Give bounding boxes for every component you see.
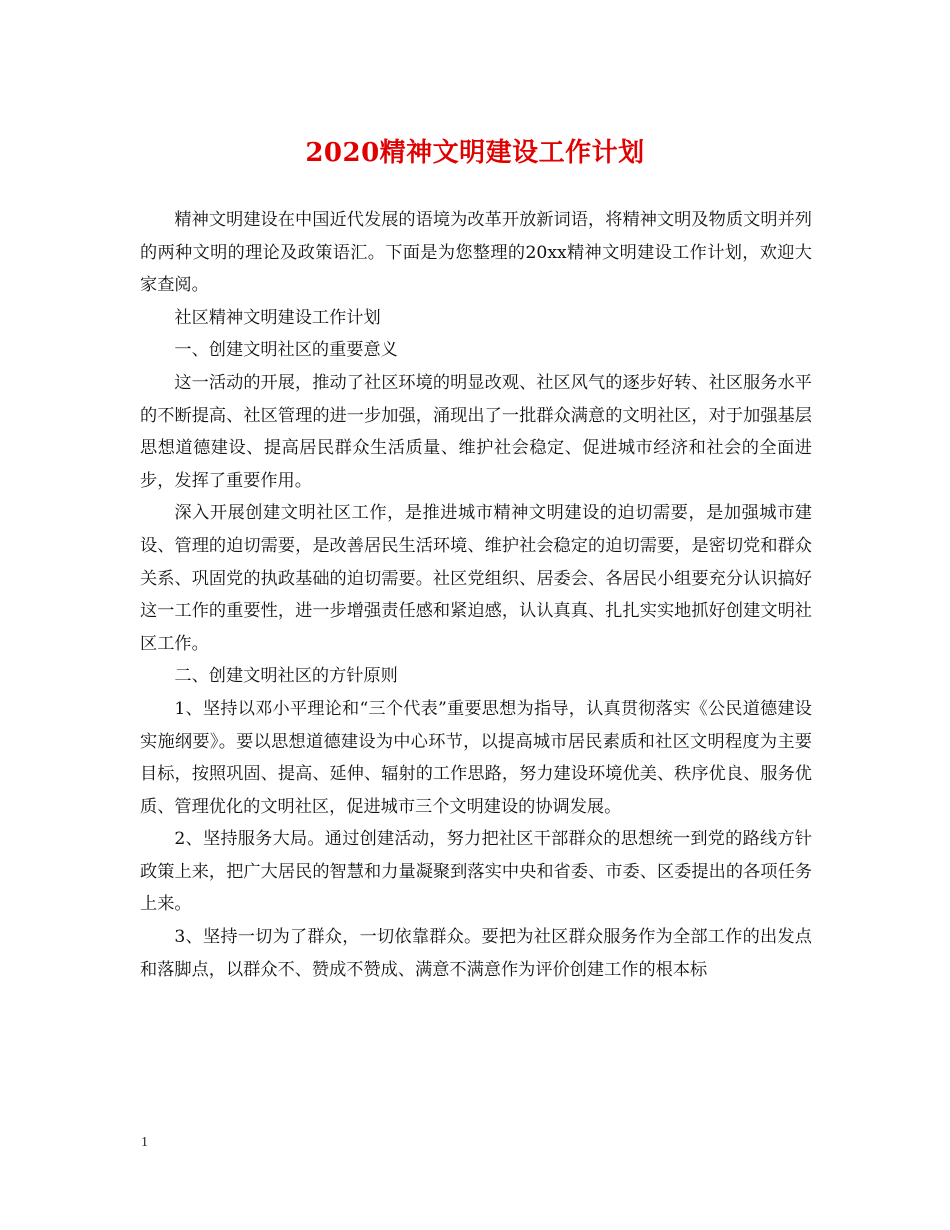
paragraph-heading-2: 二、创建文明社区的方针原则: [174, 666, 398, 687]
document-body: [140, 204, 812, 986]
paragraph-significance-2: 深入开展创建文明社区工作，是推进城市精神文明建设的迫切需要，是加强城市建设、管理的迫切需要，是改善居民生活环境、维护社会稳定的迫切需要，是密切党和群众关系、巩固党的执政基础的迫切需要。社区党组织、居委会、各居民小组要充分认识搞好这一工作的重要性，进一步增强责任感和紧迫感，认认真真、扎扎实实地抓好创建文明社区工作。: [140, 503, 812, 654]
paragraph-principle-1: 1、坚持以邓小平理论和“三个代表”重要思想为指导，认真贯彻落实《公民道德建设实施纲要》。要以思想道德建设为中心环节，以提高城市居民素质和社区文明程度为主要目标，按照巩固、提高、延伸、辐射的工作思路，努力建设环境优美、秩序优良、服务优质、管理优化的文明社区，促进城市三个文明建设的协调发展。: [140, 698, 812, 817]
paragraph-heading-1: 一、创建文明社区的重要意义: [174, 340, 398, 361]
page-number: 1: [141, 1135, 148, 1150]
paragraph-principle-2: 2、坚持服务大局。通过创建活动，努力把社区干部群众的思想统一到党的路线方针政策上来，把广大居民的智慧和力量凝聚到落实中央和省委、市委、区委提出的各项任务上来。: [140, 829, 812, 915]
paragraph-principle-3: 3、坚持一切为了群众，一切依靠群众。要把为社区群众服务作为全部工作的出发点和落脚点，以群众不、赞成不赞成、满意不满意作为评价创建工作的根本标: [140, 927, 812, 980]
paragraph-section-heading: 社区精神文明建设工作计划: [174, 307, 381, 328]
paragraph-intro: 精神文明建设在中国近代发展的语境为改革开放新词语，将精神文明及物质文明并列的两种文明的理论及政策语汇。下面是为您整理的20xx精神文明建设工作计划，欢迎大家查阅。: [140, 210, 812, 296]
document-title: 2020精神文明建设工作计划: [305, 138, 645, 168]
paragraph-significance-1: 这一活动的开展，推动了社区环境的明显改观、社区风气的逐步好转、社区服务水平的不断提高、社区管理的进一步加强，涌现出了一批群众满意的文明社区，对于加强基层思想道德建设、提高居民群众生活质量、维护社会稳定、促进城市经济和社会的全面进步，发挥了重要作用。: [140, 372, 812, 491]
